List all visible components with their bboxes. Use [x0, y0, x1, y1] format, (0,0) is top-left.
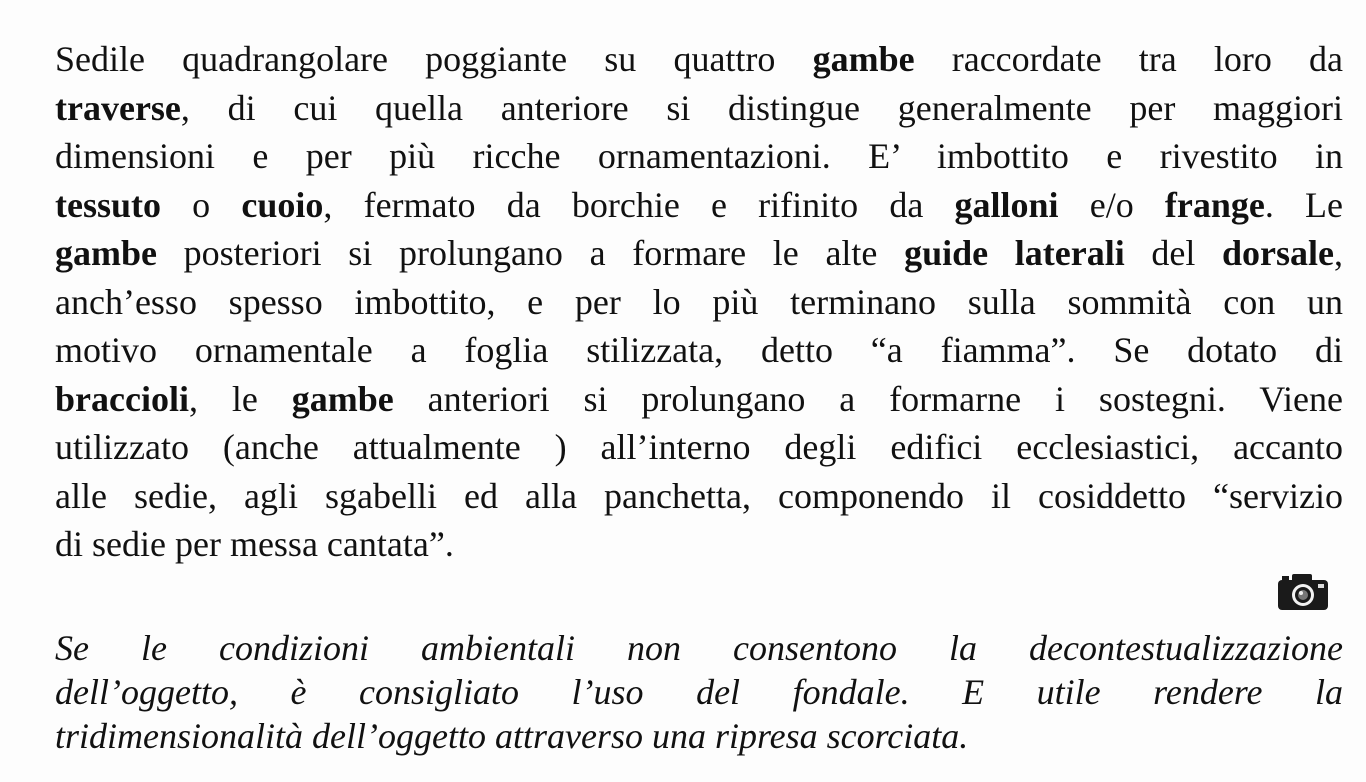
- bold-term: dorsale: [1222, 233, 1334, 273]
- text-run: , fermato da borchie e rifinito da: [323, 184, 955, 225]
- text-run: anch’esso spesso imbottito, e per lo più terminano sulla sommità con un: [55, 281, 1343, 322]
- text-run: o: [161, 184, 242, 225]
- bold-term: cuoio: [241, 184, 324, 225]
- text-run: motivo ornamentale a foglia stilizzata, detto “a fiamma”. Se dotato di: [55, 330, 1343, 370]
- text-run: dimensioni e per più ricche ornamentazioni. E’ imbottito e rivestito in: [55, 136, 1343, 176]
- text-run: utilizzato (anche attualmente ) all’interno degli edifici ecclesiastici, accanto: [55, 427, 1343, 467]
- note-line: Se le condizioni ambientali non consentono la decontestualizzazione: [55, 628, 1343, 668]
- text-run: alle sedie, agli sgabelli ed alla panchetta, componendo il cosiddetto “servizio: [55, 475, 1343, 516]
- note-line: tridimensionalità dell’oggetto attraverso una ripresa scorciata.: [55, 716, 969, 756]
- description-line: [55, 423, 1343, 472]
- bold-term: gambe: [291, 378, 394, 419]
- text-run: e/o: [1058, 184, 1165, 225]
- photography-note: [55, 626, 1343, 758]
- text-run: di sedie per messa cantata”.: [55, 524, 454, 564]
- text-run: anteriori si prolungano a formarne i sostegni. Viene: [393, 378, 1343, 419]
- bold-term: traverse: [55, 87, 181, 128]
- text-run: Sedile quadrangolare poggiante su quattro: [55, 39, 813, 79]
- bold-term: galloni: [954, 184, 1059, 225]
- bold-term: frange: [1164, 184, 1265, 225]
- bold-term: tessuto: [55, 184, 161, 225]
- text-run: raccordate tra loro da: [914, 39, 1343, 79]
- bold-term: gambe: [55, 233, 157, 273]
- note-line: dell’oggetto, è consigliato l’uso del fondale. E utile rendere la: [55, 672, 1343, 712]
- text-run: posteriori si prolungano a formare le alte: [157, 233, 905, 273]
- description-line: [55, 278, 1343, 327]
- description-line: [55, 84, 1343, 133]
- text-run: , di cui quella anteriore si distingue generalmente per maggiori: [180, 87, 1343, 128]
- text-run: . Le: [1264, 184, 1344, 225]
- text-run: del: [1124, 233, 1222, 273]
- description-line: [55, 326, 1343, 375]
- bold-term: gambe: [812, 39, 915, 79]
- description-line: [55, 35, 1343, 84]
- text-run: , le: [188, 378, 292, 419]
- description-line: [55, 132, 1343, 181]
- description-line: [55, 181, 1343, 230]
- description-line: [55, 520, 1343, 569]
- text-run: ,: [1334, 233, 1343, 273]
- description-line: [55, 229, 1343, 278]
- description-line: [55, 472, 1343, 521]
- bold-term: braccioli: [55, 378, 189, 419]
- camera-icon: [1276, 572, 1330, 612]
- bold-term: guide laterali: [904, 233, 1125, 273]
- description-paragraph: [55, 35, 1343, 569]
- description-line: [55, 375, 1343, 424]
